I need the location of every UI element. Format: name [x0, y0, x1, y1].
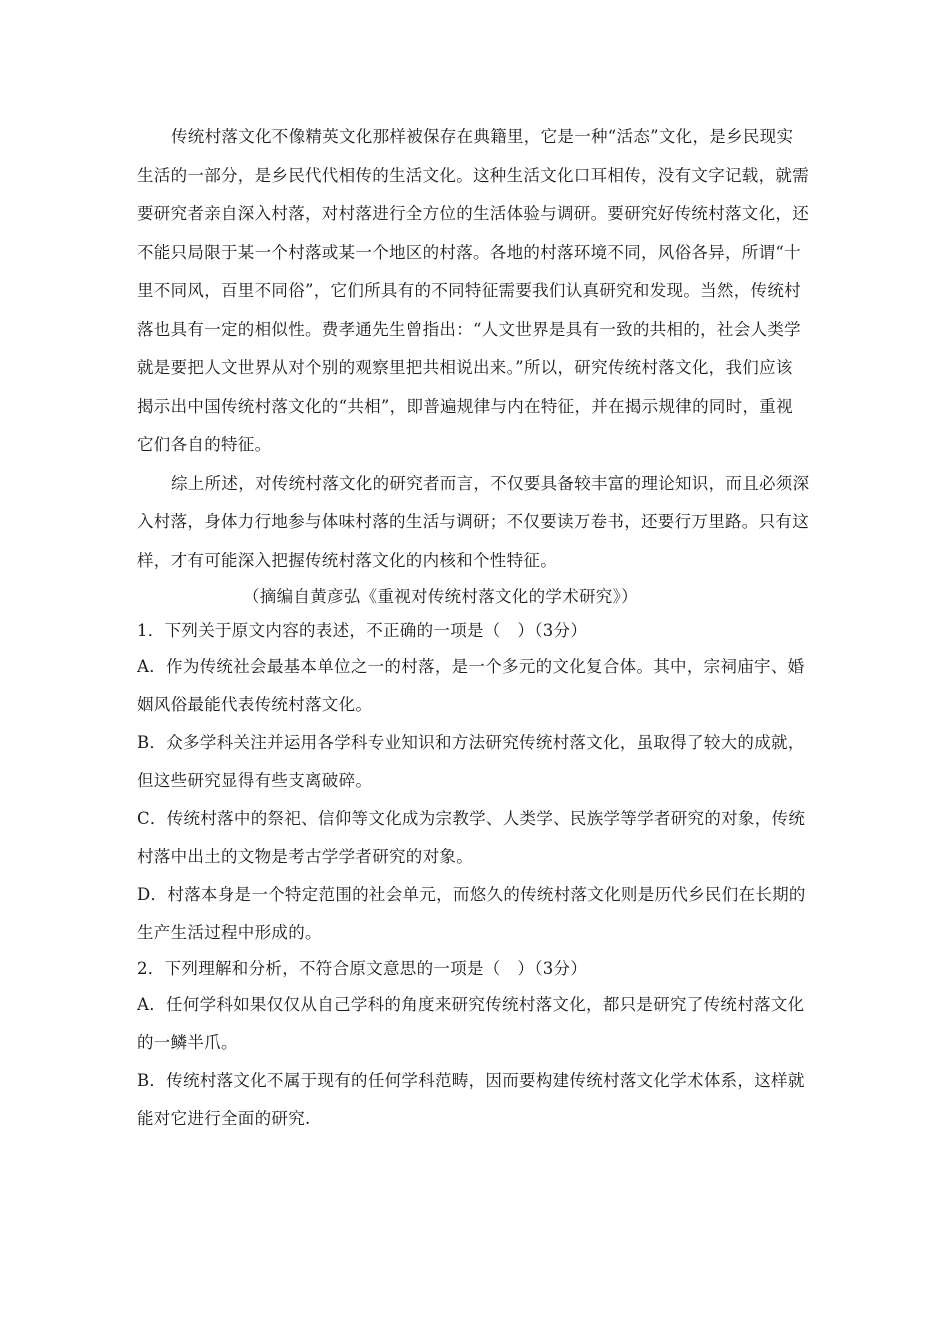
- paragraph-line: 不能只局限于某一个村落或某一个地区的村落。各地的村落环境不同，风俗各异，所谓“十: [137, 242, 801, 262]
- option-b-line: B．众多学科关注并运用各学科专业知识和方法研究传统村落文化，虽取得了较大的成就，: [137, 733, 805, 752]
- paragraph-line: 揭示出中国传统村落文化的“共相”，即普遍规律与内在特征，并在揭示规律的同时，重视: [137, 396, 793, 416]
- source-citation: （摘编自黄彦弘《重视对传统村落文化的学术研究》）: [243, 587, 638, 606]
- question-2: [137, 952, 815, 1138]
- paragraph-line: 生活的一部分，是乡民代代相传的生活文化。这种生活文化口耳相传，没有文字记载，就需: [137, 165, 809, 185]
- document-page: [137, 118, 815, 1138]
- question-stem: 2．下列理解和分析，不符合原文意思的一项是（ ）（3分）: [137, 959, 588, 978]
- paragraph-line: 落也具有一定的相似性。费孝通先生曾指出：“人文世界是具有一致的共相的，社会人类学: [137, 319, 801, 339]
- option-a-line: A．任何学科如果仅仅从自己学科的角度来研究传统村落文化，都只是研究了传统村落文化: [137, 995, 805, 1014]
- question-1: [137, 614, 815, 952]
- option-d-line: 生产生活过程中形成的。: [137, 923, 322, 942]
- passage-paragraph-1: [137, 118, 815, 465]
- passage-paragraph-2: [137, 465, 815, 581]
- paragraph-line: 里不同风，百里不同俗”，它们所具有的不同特征需要我们认真研究和发现。当然，传统村: [137, 281, 801, 300]
- option-a-line: A．作为传统社会最基本单位之一的村落，是一个多元的文化复合体。其中，宗祠庙宇、婚: [137, 657, 805, 676]
- paragraph-line: 它们各自的特征。: [137, 435, 272, 454]
- paragraph-line: 样，才有可能深入把握传统村落文化的内核和个性特征。: [137, 550, 557, 570]
- option-b-line: B．传统村落文化不属于现有的任何学科范畴，因而要构建传统村落文化学术体系，这样就: [137, 1071, 805, 1090]
- option-a-line: 的一鳞半爪。: [137, 1033, 238, 1052]
- option-c-line: C．传统村落中的祭祀、信仰等文化成为宗教学、人类学、民族学等学者研究的对象，传统: [137, 809, 806, 828]
- paragraph-line: 综上所述，对传统村落文化的研究者而言，不仅要具备较丰富的理论知识，而且必须深: [171, 473, 810, 493]
- paragraph-line: 入村落，身体力行地参与体味村落的生活与调研；不仅要读万卷书，还要行万里路。只有这: [137, 512, 809, 531]
- paragraph-line: 就是要把人文世界从对个别的观察里把共相说出来。”所以，研究传统村落文化，我们应该: [137, 358, 793, 377]
- option-b-line: 能对它进行全面的研究.: [137, 1109, 311, 1128]
- option-c-line: 村落中出土的文物是考古学学者研究的对象。: [137, 847, 473, 866]
- paragraph-line: 要研究者亲自深入村落，对村落进行全方位的生活体验与调研。要研究好传统村落文化，还: [137, 204, 809, 223]
- question-stem: 1．下列关于原文内容的表述，不正确的一项是（ ）（3分）: [137, 621, 588, 640]
- option-b-line: 但这些研究显得有些支离破碎。: [137, 771, 373, 790]
- option-a-line: 姻风俗最能代表传统村落文化。: [137, 695, 373, 714]
- paragraph-line: 传统村落文化不像精英文化那样被保存在典籍里，它是一种“活态”文化，是乡民现实: [171, 127, 794, 146]
- option-d-line: D．村落本身是一个特定范围的社会单元，而悠久的传统村落文化则是历代乡民们在长期的: [137, 885, 806, 904]
